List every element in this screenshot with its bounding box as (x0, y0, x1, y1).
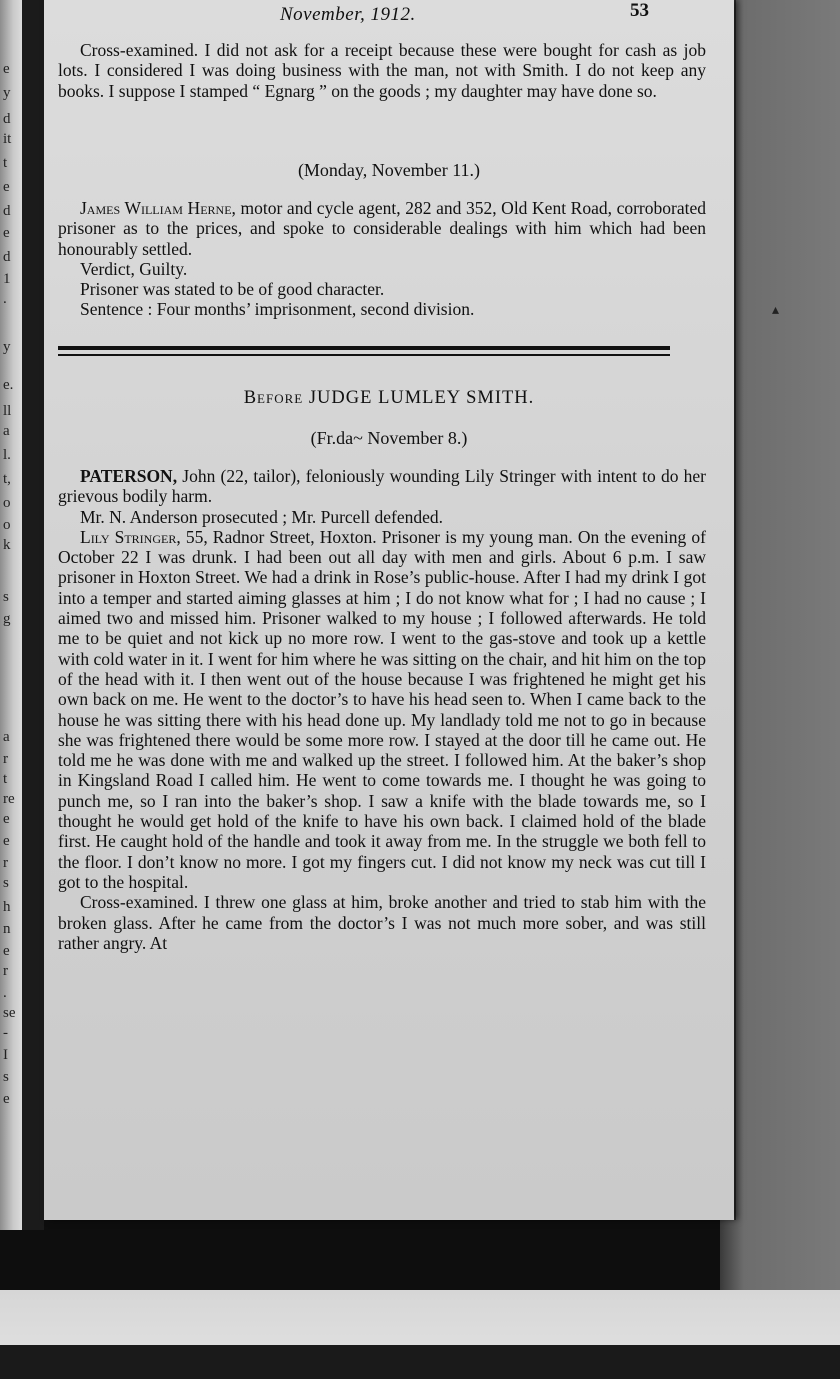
margin-char: s (3, 875, 9, 891)
paragraph-cross-examined-stringer: Cross-examined. I threw one glass at him, broke another and tried to stab him with the broken glass. After he came from the doctor’s I was not much more sober, and was still rather angry. At (58, 892, 706, 953)
page-gutter (22, 0, 44, 1230)
margin-char: n (3, 921, 11, 937)
scan-background-right (720, 0, 840, 1379)
judge-name: JUDGE LUMLEY SMITH. (308, 388, 535, 408)
margin-char: d (3, 111, 11, 127)
margin-char: t, (3, 471, 11, 487)
margin-char: s (3, 589, 9, 605)
scan-background-edge (0, 1345, 840, 1379)
character-line: Prisoner was stated to be of good character. (80, 279, 385, 300)
witness-name-stringer: Lily Stringer, (80, 526, 181, 547)
date-heading-friday: (Fr.da~ November 8.) (310, 428, 468, 448)
margin-char: re (3, 791, 15, 807)
margin-char: s (3, 1069, 9, 1085)
margin-char: it (3, 131, 12, 147)
paragraph-cross-examined: Cross-examined. I did not ask for a receipt because these were bought for cash as job lots. I considered I was doing business with the man, not with Smith. I do not keep any books. I suppose I stamped “ Egnarg ” on the goods ; my daughter may have done so. (58, 40, 706, 101)
margin-char: t (3, 771, 8, 787)
paragraph-stringer-testimony (58, 527, 706, 892)
margin-char: l. (3, 447, 11, 463)
witness-name-herne: James William Herne, (80, 198, 236, 218)
margin-char: o (3, 495, 11, 511)
case-heading (58, 466, 706, 507)
margin-char: d (3, 249, 11, 265)
margin-char: - (3, 1025, 8, 1041)
margin-char: e (3, 943, 10, 959)
section-divider-thick (58, 346, 670, 350)
scan-speck: ▴ (772, 303, 780, 318)
cross-examination-paragraph (58, 40, 706, 101)
margin-char: ll (3, 403, 12, 419)
margin-char: e (3, 179, 10, 195)
margin-char: . (3, 985, 7, 1001)
margin-char: e (3, 1091, 10, 1107)
margin-char: y (3, 339, 11, 355)
margin-char: r (3, 963, 8, 979)
margin-char: o (3, 517, 11, 533)
margin-char: e (3, 225, 10, 241)
document-page (44, 0, 734, 1220)
counsel-line: Mr. N. Anderson prosecuted ; Mr. Purcell defended. (80, 506, 444, 527)
running-head: November, 1912. (280, 4, 416, 25)
charge-text: John (22, tailor), feloniously wounding Lily Stringer with intent to do her grievous bodily harm. (58, 466, 706, 507)
margin-char: d (3, 203, 11, 219)
margin-char: t (3, 155, 8, 171)
paterson-case (58, 466, 706, 953)
judge-heading (44, 388, 734, 409)
herne-section (58, 198, 706, 320)
margin-char: k (3, 537, 11, 553)
stringer-testimony: 55, Radnor Street, Hoxton. Prisoner is my young man. On the evening of October 22 I was drunk. I had been out all day with men and girls. About 6 p.m. I saw prisoner in Hoxton Street. We had a drink in Rose’s public-house. After I had my drink I got into a temper and started aiming glasses at him ; I do not know what for ; I had no cause ; I aimed two and missed him. Prisoner walked to my house ; I followed afterwards. He told me to be quiet and not kick up no more row. I went to the gas-stove and took up a kettle with cold water in it. I went for him where he was sitting on the chair, and hit him on the top of the head with it. I then went out of the house because I was frightened he might get his own back on me. He went to the doctor’s to have his head seen to. When I came back to the house he was sitting there with his head done up. My landlady told me not to go in because she was frightened there would be some more row. I stayed at the door till he came out. He told me he was done with me and walked up the street. I followed him. At the baker’s shop in Kingsland Road I called him. He went to come towards me. I thought he was going to punch me, so I ran into the baker’s shop. I saw a knife with the blade towards me, so I thought he would get hold of the knife to have his own back. I claimed hold of the blade first. He caught hold of the handle and took it away from me. In the struggle we both fell to the floor. I don’t know no more. I got my fingers cut. I did not know my neck was cut till I got to the hospital. (58, 526, 706, 892)
date-heading-monday: (Monday, November 11.) (297, 160, 481, 180)
margin-char: e (3, 811, 10, 827)
margin-char: r (3, 751, 8, 767)
before-label: Before (243, 388, 304, 408)
margin-char: . (3, 291, 7, 307)
defendant-name: PATERSON, (80, 466, 178, 486)
margin-char: e. (3, 377, 14, 393)
margin-char: I (3, 1047, 8, 1063)
margin-char: h (3, 899, 11, 915)
margin-char: r (3, 855, 8, 871)
verdict-line: Verdict, Guilty. (80, 258, 188, 279)
page-number: 53 (630, 0, 649, 21)
adjacent-page-strip (0, 0, 22, 1230)
margin-char: a (3, 729, 10, 745)
margin-char: e (3, 833, 10, 849)
margin-char: se (3, 1005, 16, 1021)
paragraph-herne (58, 198, 706, 259)
sentence-line: Sentence : Four months’ imprisonment, second division. (80, 299, 475, 320)
margin-char: 1 (3, 271, 11, 287)
margin-char: a (3, 423, 10, 439)
herne-testimony: motor and cycle agent, 282 and 352, Old Kent Road, corroborated prisoner as to the prices, and spoke to considerable dealings with him which had been honourably settled. (58, 198, 706, 259)
section-divider-thin (58, 354, 670, 356)
margin-char: g (3, 611, 11, 627)
margin-char: y (3, 85, 11, 101)
margin-char: e (3, 61, 10, 77)
